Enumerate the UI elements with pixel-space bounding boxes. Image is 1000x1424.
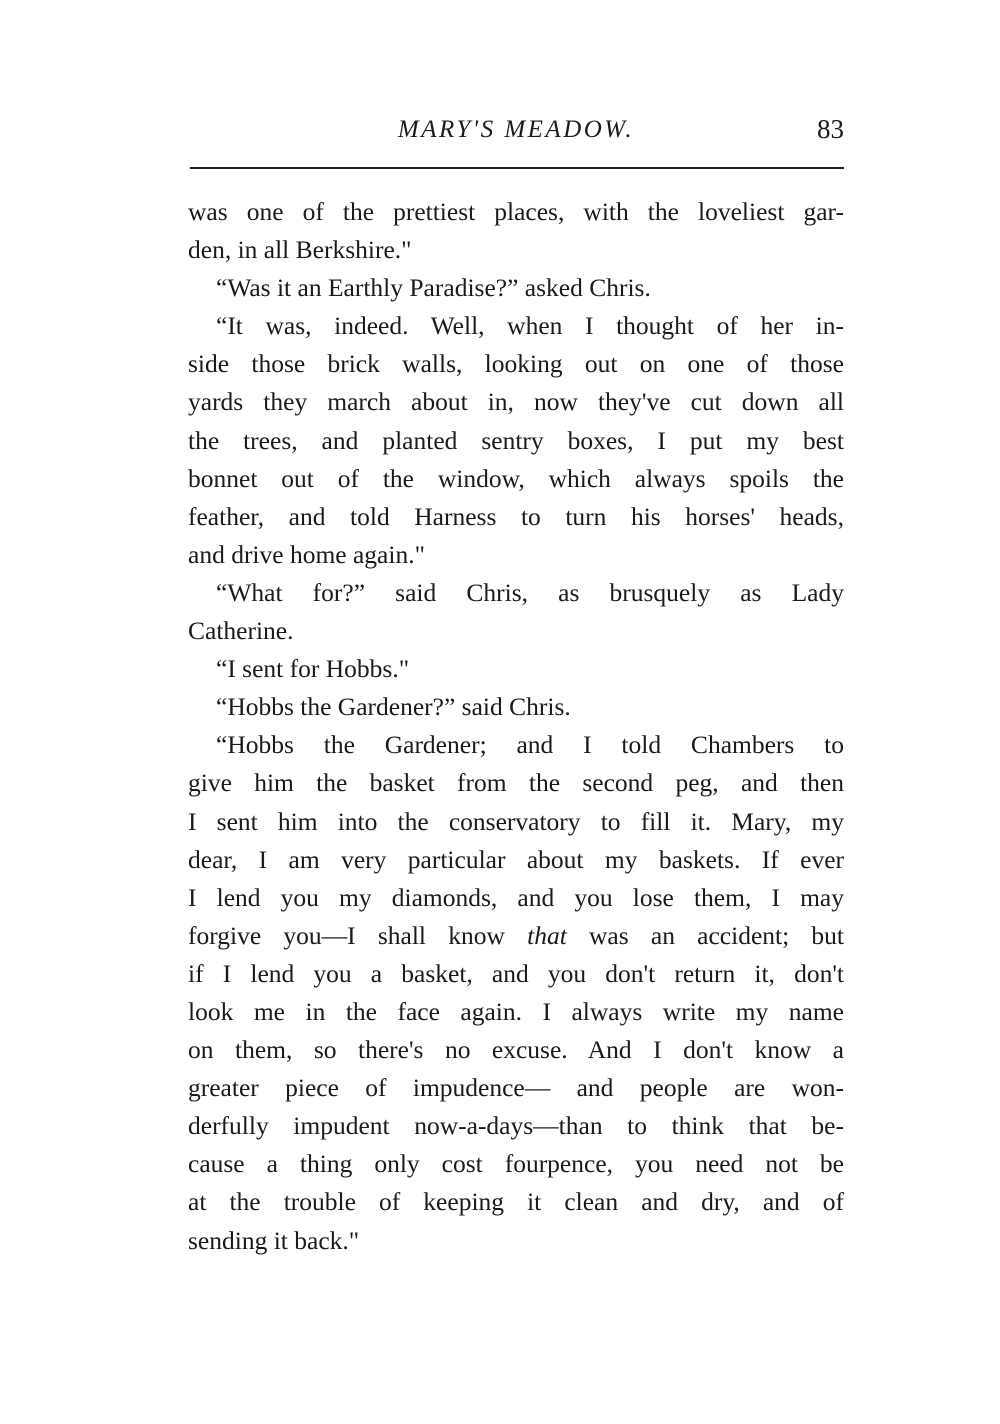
text-line: I lend you my diamonds, and you lose them, I may: [188, 882, 844, 912]
text-line: feather, and told Harness to turn his horses' heads,: [188, 501, 844, 531]
text-line: dear, I am very particular about my baskets. If ever: [188, 844, 844, 874]
text-line: “What for?” said Chris, as brusquely as Lady: [216, 577, 844, 607]
text-line: “Hobbs the Gardener; and I told Chambers to: [216, 730, 844, 760]
text-line: “I sent for Hobbs.": [216, 654, 410, 684]
text-line: the trees, and planted sentry boxes, I put my best: [188, 425, 844, 455]
text-line: sending it back.": [188, 1225, 360, 1255]
text-line: bonnet out of the window, which always spoils the: [188, 463, 844, 493]
text-line: give him the basket from the second peg, and then: [188, 768, 844, 798]
text-line: on them, so there's no excuse. And I don't know a: [188, 1035, 844, 1065]
text-line: “Hobbs the Gardener?” said Chris.: [216, 692, 571, 722]
text-line: den, in all Berkshire.": [188, 235, 412, 265]
text-line: at the trouble of keeping it clean and dry, and of: [188, 1187, 844, 1217]
text-fragment: forgive you—I shall know: [188, 920, 528, 950]
text-line: greater piece of impudence— and people are won-: [188, 1073, 844, 1103]
text-line: was one of the prettiest places, with the loveliest gar-: [188, 197, 844, 226]
text-line: yards they march about in, now they've cut down all: [188, 387, 844, 417]
body-text: [188, 193, 844, 1260]
header-rule: [190, 167, 844, 169]
text-line: “Was it an Earthly Paradise?” asked Chris.: [216, 273, 651, 303]
text-line: if I lend you a basket, and you don't return it, don't: [188, 958, 844, 988]
text-line: “It was, indeed. Well, when I thought of her in-: [216, 311, 844, 341]
running-title: MARY'S MEADOW.: [397, 116, 635, 143]
text-line: look me in the face again. I always write my name: [188, 996, 844, 1026]
text-line: I sent him into the conservatory to fill it. Mary, my: [188, 806, 844, 836]
text-line-forgive: [188, 917, 844, 955]
text-line: derfully impudent now-a-days—than to think that be-: [188, 1111, 844, 1141]
emphasized-word: that: [527, 920, 567, 950]
text-line: and drive home again.": [188, 539, 425, 569]
text-line: side those brick walls, looking out on one of those: [188, 349, 844, 379]
running-head: [188, 108, 844, 152]
text-line: Catherine.: [188, 616, 294, 646]
text-line: cause a thing only cost fourpence, you need not be: [188, 1149, 844, 1179]
page-number: 83: [817, 114, 844, 144]
text-fragment: was an accident; but: [566, 920, 844, 950]
